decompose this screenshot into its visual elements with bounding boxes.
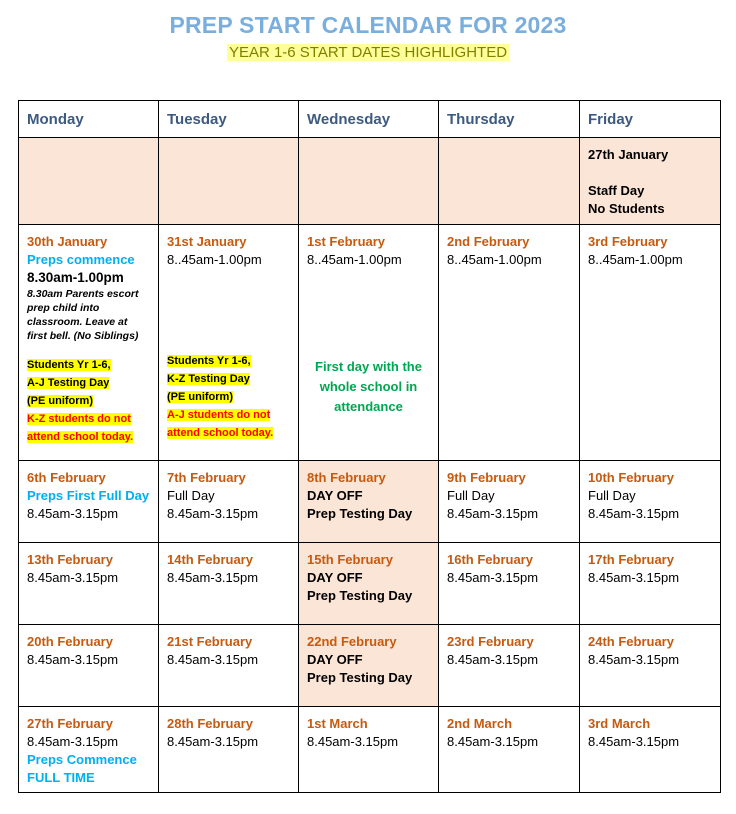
cell-time: 8.45am-3.15pm: [27, 570, 119, 585]
day-cell: [299, 225, 439, 461]
header-wednesday: Wednesday: [299, 101, 439, 138]
cell-date: 23rd February: [447, 634, 534, 649]
cell-line: Full Day: [588, 488, 636, 503]
day-cell: [19, 543, 159, 625]
cell-event: Preps Commence: [27, 752, 137, 767]
cell-time: 8.45am-3.15pm: [447, 734, 539, 749]
day-cell: [299, 138, 439, 225]
day-cell: [19, 625, 159, 707]
cell-date: 1st March: [307, 716, 368, 731]
day-cell: [299, 707, 439, 793]
cell-time: 8.45am-3.15pm: [447, 570, 539, 585]
cell-date: 14th February: [167, 552, 253, 567]
header-row: [19, 101, 721, 138]
header-friday: Friday: [580, 101, 721, 138]
week-row: [19, 138, 721, 225]
cell-date: 17th February: [588, 552, 674, 567]
day-cell: [439, 543, 580, 625]
highlight-line: (PE uniform): [27, 395, 93, 407]
cell-time: 8.45am-3.15pm: [447, 652, 539, 667]
day-cell: [159, 138, 299, 225]
day-cell: [580, 625, 721, 707]
cell-line: DAY OFF: [307, 652, 363, 667]
cell-date: 1st February: [307, 234, 386, 249]
cell-line: Prep Testing Day: [307, 670, 413, 685]
day-cell: [580, 225, 721, 461]
cell-date: 28th February: [167, 716, 253, 731]
day-cell: [439, 225, 580, 461]
cell-time: 8.45am-3.15pm: [27, 506, 119, 521]
page-subtitle: YEAR 1-6 START DATES HIGHLIGHTED: [228, 44, 508, 61]
cell-time: 8..45am-1.00pm: [588, 252, 683, 267]
highlight-line: K-Z students do not: [27, 413, 131, 425]
cell-time: 8.45am-3.15pm: [27, 734, 119, 749]
cell-date: 8th February: [307, 470, 386, 485]
highlight-line: Students Yr 1-6,: [27, 359, 111, 371]
week-row: [19, 625, 721, 707]
day-cell: [19, 225, 159, 461]
cell-date: 2nd March: [447, 716, 513, 731]
day-cell: [19, 461, 159, 543]
day-cell: [439, 461, 580, 543]
highlight-line: K-Z Testing Day: [167, 373, 250, 385]
day-cell: [580, 461, 721, 543]
week-row: [19, 543, 721, 625]
subtitle-wrap: [0, 44, 736, 62]
highlight-line: A-J students do not: [167, 409, 271, 421]
cell-line: No Students: [588, 201, 665, 216]
day-cell: [580, 138, 721, 225]
day-cell: [580, 543, 721, 625]
header-monday: Monday: [19, 101, 159, 138]
calendar-table: [18, 100, 721, 793]
day-cell: [439, 625, 580, 707]
cell-line: Full Day: [447, 488, 495, 503]
cell-time: 8.45am-3.15pm: [588, 652, 680, 667]
cell-time: 8..45am-1.00pm: [167, 252, 262, 267]
cell-time: 8.30am-1.00pm: [27, 270, 124, 285]
cell-time: 8..45am-1.00pm: [447, 252, 542, 267]
cell-date: 27th January: [588, 147, 669, 162]
week-row: [19, 707, 721, 793]
day-cell: [159, 461, 299, 543]
page-title: PREP START CALENDAR FOR 2023: [169, 12, 567, 38]
cell-date: 22nd February: [307, 634, 397, 649]
cell-time: 8.45am-3.15pm: [588, 570, 680, 585]
day-cell: [439, 707, 580, 793]
cell-time: 8.45am-3.15pm: [167, 734, 259, 749]
week-row: [19, 225, 721, 461]
cell-line: Prep Testing Day: [307, 588, 413, 603]
cell-time: 8.45am-3.15pm: [27, 652, 119, 667]
cell-date: 31st January: [167, 234, 247, 249]
cell-line: DAY OFF: [307, 570, 363, 585]
day-cell: [439, 138, 580, 225]
cell-date: 13th February: [27, 552, 113, 567]
day-cell: [580, 707, 721, 793]
day-cell: [159, 543, 299, 625]
day-cell: [19, 707, 159, 793]
cell-note: 8.30am Parents escort prep child into classroom. Leave at first bell. (No Siblings): [27, 288, 139, 342]
highlight-line: A-J Testing Day: [27, 377, 110, 389]
cell-date: 15th February: [307, 552, 393, 567]
cell-time: 8.45am-3.15pm: [167, 506, 259, 521]
cell-date: 9th February: [447, 470, 526, 485]
cell-date: 30th January: [27, 234, 108, 249]
cell-event: Preps First Full Day: [27, 488, 150, 503]
day-cell: [159, 625, 299, 707]
cell-date: 6th February: [27, 470, 106, 485]
cell-date: 2nd February: [447, 234, 530, 249]
day-cell: [159, 225, 299, 461]
day-cell: [299, 461, 439, 543]
cell-date: 3rd March: [588, 716, 651, 731]
highlight-line: Students Yr 1-6,: [167, 355, 251, 367]
cell-event: Preps commence: [27, 252, 135, 267]
cell-time: 8.45am-3.15pm: [447, 506, 539, 521]
day-cell: [159, 707, 299, 793]
week-row: [19, 461, 721, 543]
day-cell: [299, 625, 439, 707]
cell-line: Prep Testing Day: [307, 506, 413, 521]
cell-date: 7th February: [167, 470, 246, 485]
cell-highlight-text: attendance: [334, 399, 403, 414]
day-cell: [19, 138, 159, 225]
cell-date: 24th February: [588, 634, 674, 649]
cell-time: 8.45am-3.15pm: [167, 570, 259, 585]
cell-time: 8..45am-1.00pm: [307, 252, 402, 267]
cell-time: 8.45am-3.15pm: [588, 506, 680, 521]
cell-date: 16th February: [447, 552, 533, 567]
cell-time: 8.45am-3.15pm: [167, 652, 259, 667]
cell-date: 27th February: [27, 716, 113, 731]
cell-date: 10th February: [588, 470, 674, 485]
highlight-line: (PE uniform): [167, 391, 233, 403]
highlight-line: attend school today.: [27, 431, 134, 443]
cell-time: 8.45am-3.15pm: [307, 734, 399, 749]
cell-line: Full Day: [167, 488, 215, 503]
cell-event: FULL TIME: [27, 770, 95, 785]
day-cell: [299, 543, 439, 625]
header-tuesday: Tuesday: [159, 101, 299, 138]
cell-date: 20th February: [27, 634, 113, 649]
cell-time: 8.45am-3.15pm: [588, 734, 680, 749]
cell-date: 3rd February: [588, 234, 668, 249]
cell-highlight-text: whole school in: [319, 379, 418, 394]
header-thursday: Thursday: [439, 101, 580, 138]
cell-line: Staff Day: [588, 183, 645, 198]
cell-line: DAY OFF: [307, 488, 363, 503]
cell-date: 21st February: [167, 634, 253, 649]
highlight-line: attend school today.: [167, 427, 274, 439]
cell-highlight-text: First day with the: [315, 359, 422, 374]
